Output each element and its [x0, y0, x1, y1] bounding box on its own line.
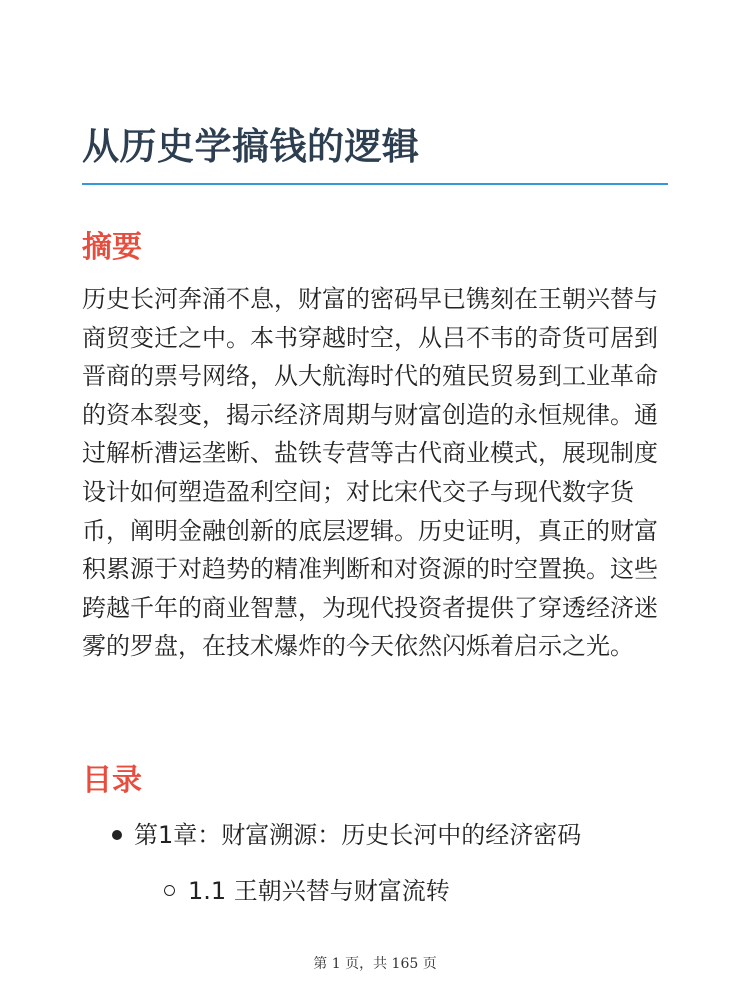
bullet-disc-icon — [112, 830, 122, 840]
abstract-body: 历史长河奔涌不息，财富的密码早已镌刻在王朝兴替与商贸变迁之中。本书穿越时空，从吕不韦的奇货可居到晋商的票号网络，从大航海时代的殖民贸易到工业革命的资本裂变，揭示经济周期与财富创造的永恒规律。通过解析漕运垄断、盐铁专营等古代商业模式，展现制度设计如何塑造盈利空间；对比宋代交子与现代数字货币，阐明金融创新的底层逻辑。历史证明，真正的财富积累源于对趋势的精准判断和对资源的时空置换。这些跨越千年的商业智慧，为现代投资者提供了穿透经济迷雾的罗盘，在技术爆炸的今天依然闪烁着启示之光。 — [82, 285, 658, 661]
abstract-heading: 摘要 — [82, 230, 142, 265]
document-title: 从历史学搞钱的逻辑 — [82, 125, 420, 168]
page-footer: 第 1 页，共 165 页 — [313, 956, 437, 972]
toc-item-label: 1.1 王朝兴替与财富流转 — [188, 877, 450, 905]
bullet-circle-icon — [164, 885, 175, 896]
toc-list — [82, 815, 682, 911]
toc-item-section-1-1[interactable] — [82, 871, 682, 911]
toc-heading: 目录 — [82, 763, 142, 798]
title-divider — [82, 183, 668, 185]
toc-item-label: 第1章：财富溯源：历史长河中的经济密码 — [134, 821, 582, 849]
toc-item-chapter-1[interactable] — [82, 815, 682, 855]
